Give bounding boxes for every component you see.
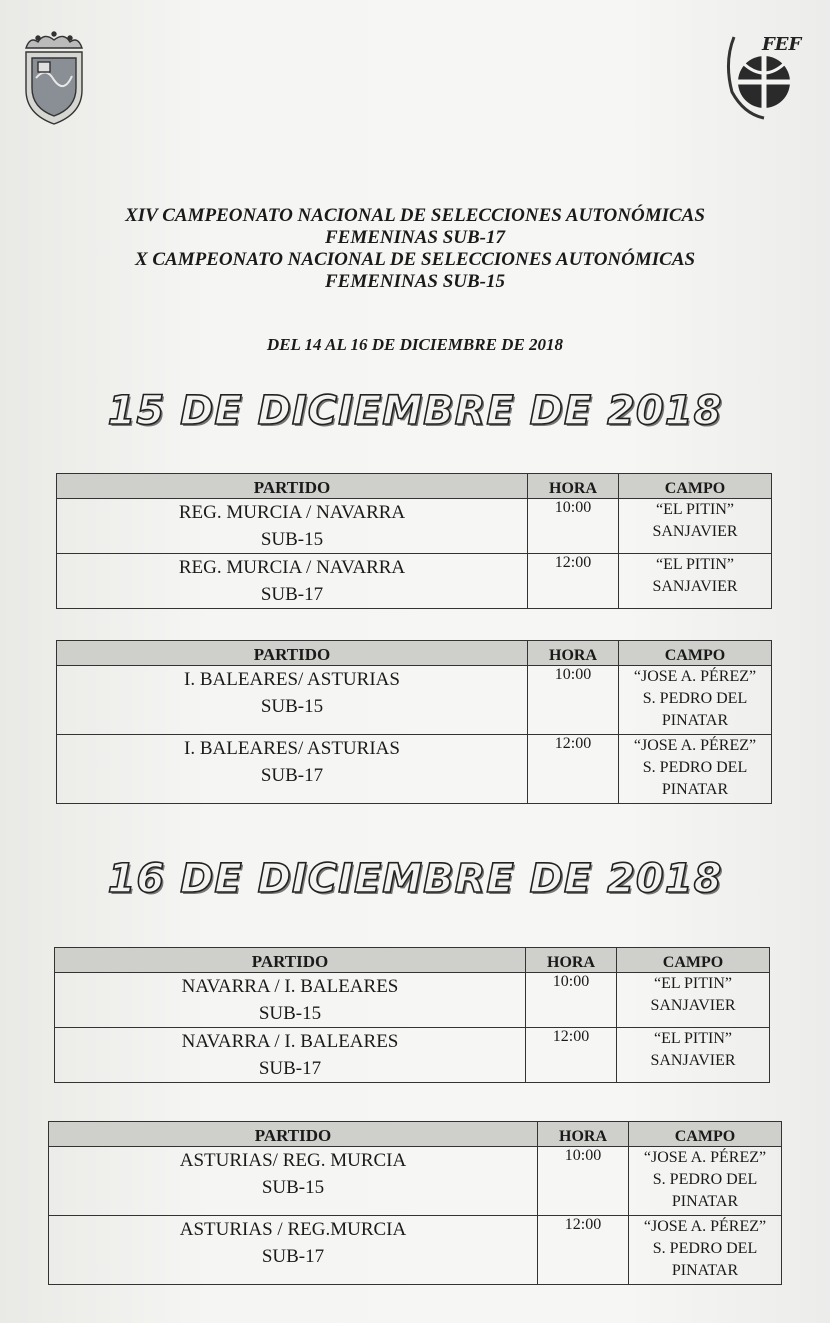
venue-town-2: PINATAR — [661, 781, 729, 798]
column-header-hora: HORA — [538, 1122, 629, 1147]
venue-town: S. PEDRO DEL — [642, 690, 748, 707]
match-time: 12:00 — [538, 1216, 629, 1285]
table-row — [49, 1147, 782, 1216]
column-header-partido: PARTIDO — [57, 474, 528, 499]
match-time: 10:00 — [538, 1147, 629, 1216]
schedule-table — [56, 640, 772, 804]
federation-logo-text: FEF — [762, 34, 802, 55]
column-header-campo: CAMPO — [619, 474, 772, 499]
match-category: SUB-15 — [260, 529, 324, 550]
match-time: 12:00 — [528, 554, 619, 609]
match-teams: I. BALEARES/ ASTURIAS — [184, 669, 400, 690]
column-header-partido: PARTIDO — [57, 641, 528, 666]
venue-name: “EL PITIN” — [655, 501, 735, 518]
venue-town: S. PEDRO DEL — [642, 759, 748, 776]
day-title-15-december: 15 DE DICIEMBRE DE 2018 — [107, 388, 723, 434]
column-header-partido: PARTIDO — [55, 948, 526, 973]
column-header-hora: HORA — [528, 474, 619, 499]
table-row — [49, 1216, 782, 1285]
venue-name: “EL PITIN” — [653, 1030, 733, 1047]
event-dates: DEL 14 AL 16 DE DICIEMBRE DE 2018 — [266, 335, 564, 354]
heading-line-4: FEMENINAS SUB-15 — [324, 271, 506, 292]
match-teams: REG. MURCIA / NAVARRA — [178, 557, 406, 578]
column-header-campo: CAMPO — [619, 641, 772, 666]
venue-town: S. PEDRO DEL — [652, 1171, 758, 1188]
match-category: SUB-15 — [261, 1177, 325, 1198]
table-row — [57, 735, 772, 804]
venue-name: “EL PITIN” — [653, 975, 733, 992]
table-row — [55, 973, 770, 1028]
match-category: SUB-15 — [260, 696, 324, 717]
column-header-hora: HORA — [526, 948, 617, 973]
match-time: 12:00 — [526, 1028, 617, 1083]
championship-heading — [40, 205, 790, 293]
table-row — [57, 499, 772, 554]
match-time: 10:00 — [528, 666, 619, 735]
column-header-hora: HORA — [528, 641, 619, 666]
venue-name: “JOSE A. PÉREZ” — [643, 1149, 767, 1166]
heading-line-3: X CAMPEONATO NACIONAL DE SELECCIONES AUTONÓMICAS — [134, 249, 696, 270]
venue-town: S. PEDRO DEL — [652, 1240, 758, 1257]
venue-town-2: PINATAR — [671, 1193, 739, 1210]
match-category: SUB-17 — [261, 1246, 325, 1267]
venue-town: SANJAVIER — [650, 1052, 736, 1069]
federation-logo — [714, 22, 804, 122]
venue-town: SANJAVIER — [650, 997, 736, 1014]
match-teams: ASTURIAS/ REG. MURCIA — [179, 1150, 407, 1171]
match-teams: NAVARRA / I. BALEARES — [181, 976, 399, 997]
match-time: 12:00 — [528, 735, 619, 804]
match-category: SUB-17 — [258, 1058, 322, 1079]
column-header-campo: CAMPO — [617, 948, 770, 973]
venue-name: “JOSE A. PÉREZ” — [633, 668, 757, 685]
venue-name: “JOSE A. PÉREZ” — [643, 1218, 767, 1235]
match-time: 10:00 — [528, 499, 619, 554]
municipal-crest-logo — [18, 28, 90, 128]
table-row — [57, 666, 772, 735]
match-teams: NAVARRA / I. BALEARES — [181, 1031, 399, 1052]
match-time: 10:00 — [526, 973, 617, 1028]
match-teams: ASTURIAS / REG.MURCIA — [179, 1219, 407, 1240]
venue-town-2: PINATAR — [661, 712, 729, 729]
venue-name: “EL PITIN” — [655, 556, 735, 573]
match-category: SUB-17 — [260, 584, 324, 605]
schedule-table — [48, 1121, 782, 1285]
column-header-partido: PARTIDO — [49, 1122, 538, 1147]
schedule-table — [54, 947, 770, 1083]
venue-town: SANJAVIER — [652, 578, 738, 595]
match-teams: REG. MURCIA / NAVARRA — [178, 502, 406, 523]
match-category: SUB-17 — [260, 765, 324, 786]
match-category: SUB-15 — [258, 1003, 322, 1024]
heading-line-1: XIV CAMPEONATO NACIONAL DE SELECCIONES AUTONÓMICAS — [125, 205, 705, 226]
venue-name: “JOSE A. PÉREZ” — [633, 737, 757, 754]
schedule-table — [56, 473, 772, 609]
column-header-campo: CAMPO — [629, 1122, 782, 1147]
match-teams: I. BALEARES/ ASTURIAS — [184, 738, 400, 759]
venue-town: SANJAVIER — [652, 523, 738, 540]
heading-line-2: FEMENINAS SUB-17 — [324, 227, 506, 248]
table-row — [55, 1028, 770, 1083]
table-row — [57, 554, 772, 609]
day-title-16-december: 16 DE DICIEMBRE DE 2018 — [107, 856, 723, 902]
venue-town-2: PINATAR — [671, 1262, 739, 1279]
